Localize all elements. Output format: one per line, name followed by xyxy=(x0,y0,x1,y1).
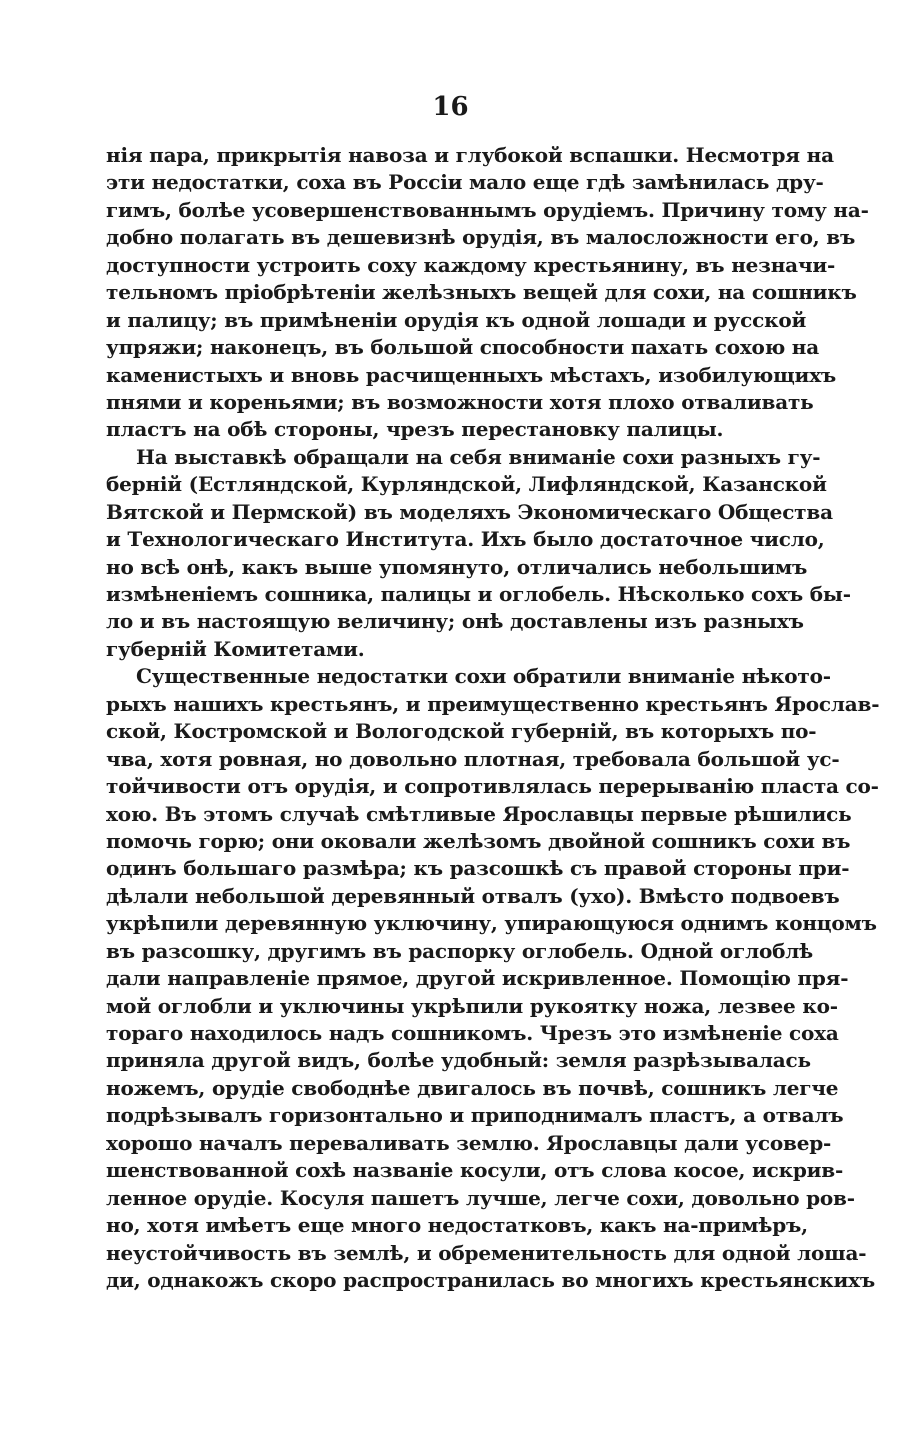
text-line: хорошо началъ переваливать землю. Ярославцы дали усовер- xyxy=(106,1130,832,1155)
text-line: чва, хотя ровная, но довольно плотная, требовала большой ус- xyxy=(106,746,840,771)
text-line: ди, однакожъ скоро распространилась во многихъ крестьянскихъ xyxy=(106,1267,876,1292)
text-line: тельномъ пріобрѣтеніи желѣзныхъ вещей для сохи, на сошникъ xyxy=(106,280,857,305)
text-line: каменистыхъ и вновь расчищенныхъ мѣстахъ, изобилующихъ xyxy=(106,362,837,387)
text-line: нія пара, прикрытія навоза и глубокой вспашки. Несмотря на xyxy=(106,143,834,167)
text-line: но всѣ онѣ, какъ выше упомянуто, отличались небольшимъ xyxy=(106,554,808,579)
text-line: помочь горю; они оковали желѣзомъ двойной сошникъ сохи въ xyxy=(106,828,851,853)
text-line: ской, Костромской и Вологодской губерній, въ которыхъ по- xyxy=(106,719,817,744)
text-line: тойчивости отъ орудія, и сопротивлялась перерыванію пласта со- xyxy=(106,774,879,799)
text-line: тораго находилось надъ сошникомъ. Чрезъ это измѣненіе соха xyxy=(106,1021,839,1045)
text-line: ло и въ настоящую величину; онѣ доставлены изъ разныхъ xyxy=(106,609,804,634)
text-line: укрѣпили деревянную уключину, упирающуюся однимъ концомъ xyxy=(106,911,877,936)
text-line: добно полагать въ дешевизнѣ орудія, въ малосложности его, въ xyxy=(106,225,856,250)
text-line: ножемъ, орудіе свободнѣе двигалось въ почвѣ, сошникъ легче xyxy=(106,1075,839,1100)
text-line: берній (Естляндской, Курляндской, Лифляндской, Казанской xyxy=(106,472,827,497)
text-line: но, хотя имѣетъ еще много недостатковъ, какъ на-примѣръ, xyxy=(106,1213,808,1238)
page-number: 16 xyxy=(432,92,469,122)
text-line: пнями и кореньями; въ возможности хотя плохо отваливать xyxy=(106,389,814,414)
text-line: въ разсошку, другимъ въ распорку оглобель. Одной оглоблѣ xyxy=(106,938,814,963)
text-line: эти недостатки, соха въ Россіи мало еще гдѣ замѣнилась дру- xyxy=(106,170,824,195)
text-line: рыхъ нашихъ крестьянъ, и преимущественно крестьянъ Ярослав- xyxy=(106,691,880,716)
text-line: дѣлали небольшой деревянный отвалъ (ухо). Вмѣсто подвоевъ xyxy=(106,883,840,908)
text-line: одинъ большаго размѣра; къ разсошкѣ съ правой стороны при- xyxy=(106,856,850,881)
body-text xyxy=(106,142,880,1294)
text-line: неустойчивость въ землѣ, и обременительность для одной лоша- xyxy=(106,1240,867,1265)
text-line: и палицу; въ примѣненіи орудія къ одной лошади и русской xyxy=(106,307,807,332)
text-line: подрѣзывалъ горизонтально и приподнималъ пластъ, а отвалъ xyxy=(106,1103,844,1128)
text-line: дали направленіе прямое, другой искривленное. Помощію пря- xyxy=(106,966,849,991)
text-line: приняла другой видъ, болѣе удобный: земля разрѣзывалась xyxy=(106,1048,811,1073)
text-line: упряжи; наконецъ, въ большой способности пахать сохою на xyxy=(106,335,819,360)
text-line: доступности устроить соху каждому крестьянину, въ незначи- xyxy=(106,252,836,277)
text-line: шенствованной сохѣ названіе косули, отъ слова косое, искрив- xyxy=(106,1158,844,1183)
text-line: ленное орудіе. Косуля пашетъ лучше, легче сохи, довольно ров- xyxy=(106,1185,855,1210)
text-line: и Технологическаго Института. Ихъ было достаточное число, xyxy=(106,527,825,552)
text-line: Вятской и Пермской) въ моделяхъ Экономическаго Общества xyxy=(106,499,833,524)
text-line: Существенные недостатки сохи обратили вниманіе нѣкото- xyxy=(136,664,831,689)
text-line: гимъ, болѣе усовершенствованнымъ орудіемъ. Причину тому на- xyxy=(106,197,869,222)
text-line: хою. Въ этомъ случаѣ смѣтливые Ярославцы первые рѣшились xyxy=(106,801,852,826)
text-line: губерній Комитетами. xyxy=(106,636,365,661)
text-line: мой оглобли и уключины укрѣпили рукоятку ножа, лезвее ко- xyxy=(106,993,838,1018)
text-line: измѣненіемъ сошника, палицы и оглобель. Нѣсколько сохъ бы- xyxy=(106,582,851,606)
text-line: На выставкѣ обращали на себя вниманіе сохи разныхъ гу- xyxy=(136,444,821,469)
text-line: пластъ на обѣ стороны, чрезъ перестановку палицы. xyxy=(106,417,724,442)
